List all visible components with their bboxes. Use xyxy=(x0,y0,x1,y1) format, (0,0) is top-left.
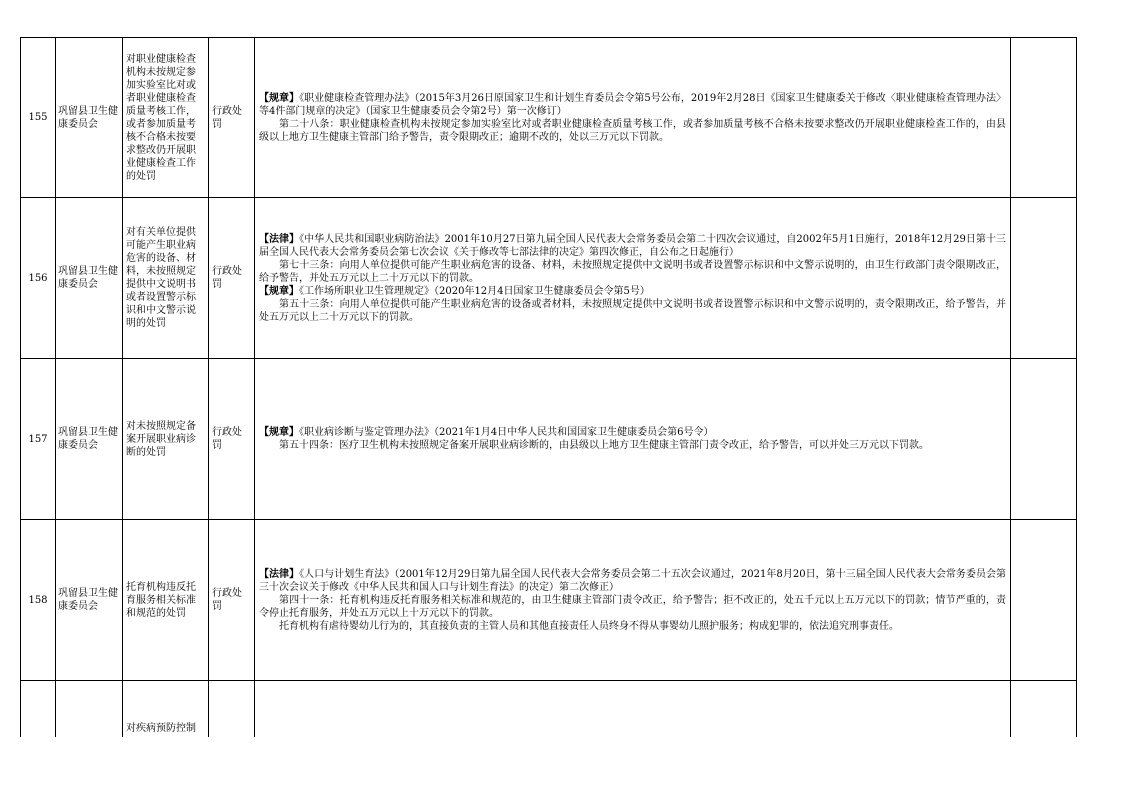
legal-basis-cell xyxy=(255,681,1011,737)
basis-text: 《职业病诊断与鉴定管理办法》（2021年1月4日中华人民共和国国家卫生健康委员会第6号令） xyxy=(299,427,714,438)
department-cell xyxy=(56,681,123,737)
empty-cell xyxy=(1011,38,1077,198)
type-cell: 行政处罚 xyxy=(209,520,255,681)
basis-label: 【规章】 xyxy=(259,285,299,297)
legal-basis-cell xyxy=(255,520,1011,681)
row-number xyxy=(21,681,56,737)
basis-paragraph xyxy=(259,620,1006,633)
table-row xyxy=(21,38,1077,198)
basis-paragraph xyxy=(259,426,1006,439)
item-name-cell: 对有关单位提供可能产生职业病危害的设备、材料，未按照规定提供中文说明书或者设置警示标识和中文警示说明的处罚 xyxy=(123,198,209,359)
type-cell: 行政处罚 xyxy=(209,198,255,359)
basis-label: 【法律】 xyxy=(259,568,300,580)
basis-text: 托育机构有虐待婴幼儿行为的，其直接负责的主管人员和其他直接责任人员终身不得从事婴幼儿照护服务；构成犯罪的，依法追究刑事责任。 xyxy=(279,620,899,632)
basis-paragraph xyxy=(259,92,1006,118)
basis-paragraph xyxy=(259,233,1006,259)
department-cell: 巩留县卫生健康委员会 xyxy=(56,520,123,681)
legal-basis-cell xyxy=(255,359,1011,520)
basis-text: 第二十八条：职业健康检查机构未按规定参加实验室比对或者职业健康检查质量考核工作，或者参加质量考核不合格未按要求整改仍开展职业健康检查工作的，由县级以上地方卫生健康主管部门给予警告，责令限期改正；逾期不改的，处以三万元以下罚款。 xyxy=(259,118,1006,143)
empty-cell xyxy=(1011,681,1077,737)
type-cell xyxy=(209,681,255,737)
item-name-cell: 对未按照规定备案开展职业病诊断的处罚 xyxy=(123,359,209,520)
empty-cell xyxy=(1011,359,1077,520)
basis-label: 【法律】 xyxy=(259,233,300,245)
basis-text: 《人口与计划生育法》（2001年12月29日第九届全国人民代表大会常务委员会第二十五次会议通过，2021年8月20日，第十三届全国人民代表大会常务委员会第三十次会议关于修改《中华人民共和国人口与计划生育法》的决定）第二次修正） xyxy=(259,568,1007,593)
basis-paragraph xyxy=(259,118,1006,144)
basis-paragraph xyxy=(259,285,1006,298)
basis-paragraph xyxy=(259,439,1006,452)
type-cell: 行政处罚 xyxy=(209,38,255,198)
basis-paragraph xyxy=(259,298,1006,324)
table-body xyxy=(21,38,1077,737)
item-name-cell: 对疾病预防控制 xyxy=(123,681,209,737)
item-name-cell: 对职业健康检查机构未按规定参加实验室比对或者职业健康检查质量考核工作，或者参加质量考核不合格未按要求整改仍开展职业健康检查工作的处罚 xyxy=(123,38,209,198)
department-cell: 巩留县卫生健康委员会 xyxy=(56,359,123,520)
table-row xyxy=(21,681,1077,737)
row-number: 156 xyxy=(21,198,56,359)
basis-text: 《职业健康检查管理办法》（2015年3月26日原国家卫生和计划生育委员会令第5号公布，2019年2月28日《国家卫生健康委关于修改〈职业健康检查管理办法〉等4件部门规章的决定》（国家卫生健康委员会令第2号）第一次修订） xyxy=(259,92,1007,117)
row-number: 158 xyxy=(21,520,56,681)
item-name-cell: 托育机构违反托育服务相关标准和规范的处罚 xyxy=(123,520,209,681)
basis-text: 第五十四条：医疗卫生机构未按照规定备案开展职业病诊断的，由县级以上地方卫生健康主管部门责令改正，给予警告，可以并处三万元以下罚款。 xyxy=(279,440,929,451)
basis-text: 《工作场所职业卫生管理规定》（2020年12月4日国家卫生健康委员会令第5号） xyxy=(299,285,650,297)
basis-text: 第七十三条：向用人单位提供可能产生职业病危害的设备、材料，未按照规定提供中文说明书或者设置警示标识和中文警示说明的，由卫生行政部门责令限期改正，给予警告，并处五万元以上二十万元以下的罚款。 xyxy=(259,259,1006,284)
empty-cell xyxy=(1011,198,1077,359)
legal-basis-cell xyxy=(255,198,1011,359)
department-cell: 巩留县卫生健康委员会 xyxy=(56,38,123,198)
legal-basis-cell xyxy=(255,38,1011,198)
row-number: 157 xyxy=(21,359,56,520)
table-row xyxy=(21,520,1077,681)
row-number: 155 xyxy=(21,38,56,198)
empty-cell xyxy=(1011,520,1077,681)
penalty-table xyxy=(20,37,1077,737)
basis-text: 第五十三条：向用人单位提供可能产生职业病危害的设备或者材料，未按照规定提供中文说明书或者设置警示标识和中文警示说明的，责令限期改正，给予警告，并处五万元以上二十万元以下的罚款。 xyxy=(259,298,1006,323)
basis-text: 第四十一条：托育机构违反托育服务相关标准和规范的，由卫生健康主管部门责令改正，给予警告；拒不改正的，处五千元以上五万元以下的罚款；情节严重的，责令停止托育服务，并处五万元以上十万元以下的罚款。 xyxy=(259,594,1006,619)
basis-paragraph xyxy=(259,568,1006,594)
basis-label: 【规章】 xyxy=(259,92,300,104)
department-cell: 巩留县卫生健康委员会 xyxy=(56,198,123,359)
table-row xyxy=(21,198,1077,359)
table-row xyxy=(21,359,1077,520)
basis-label: 【规章】 xyxy=(259,427,299,438)
basis-text: 《中华人民共和国职业病防治法》2001年10月27日第九届全国人民代表大会常务委员会第二十四次会议通过，自2002年5月1日施行，2018年12月29日第十三届全国人民代表大会常务委员会第七次会议《关于修改等七部法律的决定》第四次修正，自公布之日起施行） xyxy=(259,233,1006,258)
basis-paragraph xyxy=(259,594,1006,620)
basis-paragraph xyxy=(259,259,1006,285)
type-cell: 行政处罚 xyxy=(209,359,255,520)
